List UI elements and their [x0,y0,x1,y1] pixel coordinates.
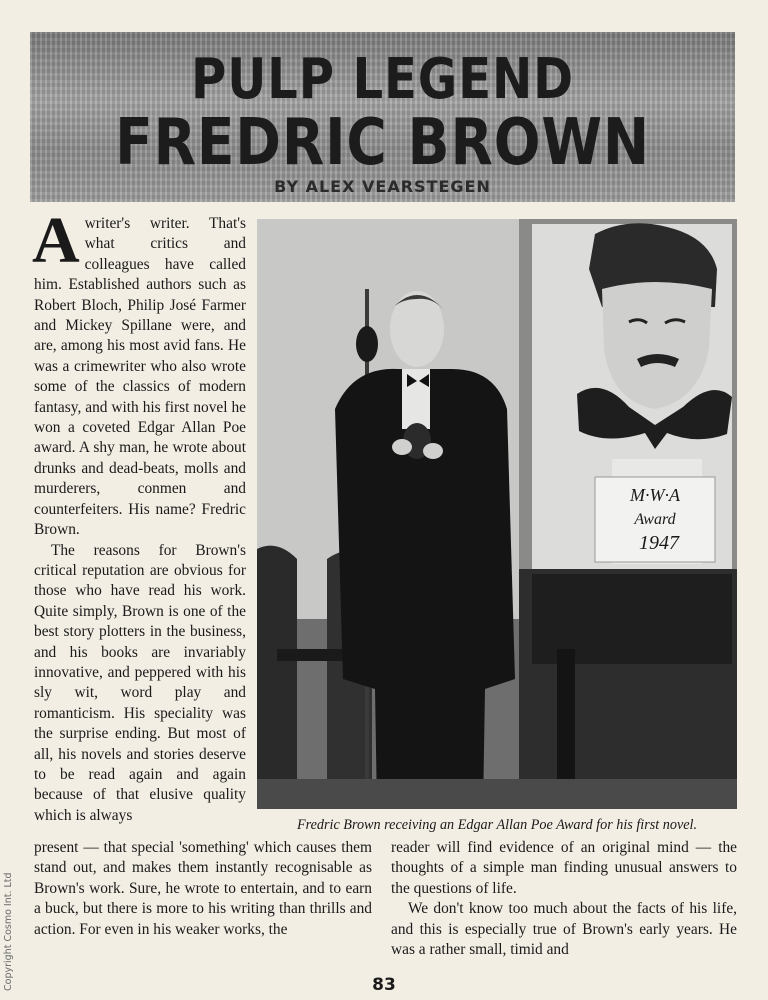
article-paragraph-3: We don't know too much about the facts of his life, and this is especially true of Brown's early years. He was a rather small, timid and [391,900,737,959]
article-paragraph-1 [32,204,246,541]
award-card-line-1: M·W·A [630,485,680,505]
photo-illustration [257,219,737,809]
author-byline: BY ALEX VEARSTEGEN [274,177,491,196]
award-card-line-3: 1947 [639,532,679,554]
page-number: 83 [372,975,396,995]
award-photograph [257,219,737,809]
photo-caption: Fredric Brown receiving an Edgar Allan Poe Award for his first novel. [296,817,698,833]
paragraph-1-text: writer's writer. That's what critics and colleagues have called him. Established authors such as Robert Bloch, Philip José Farmer and Mickey Spillane were, and are, among his most avid fans. He was a crimewriter who also wrote some of the classics of modern fantasy, and with his first novel he won a coveted Edgar Allan Poe award. A shy man, he wrote about drunks and dead-beats, molls and murderers, conmen and counterfeiters. His name? Fredric Brown. [34,215,246,539]
article-column-bottom-right [391,838,737,960]
award-card-line-2: Award [634,511,676,528]
article-column-bottom-left [34,838,372,940]
article-paragraph-2: The reasons for Brown's critical reputation are obvious for those who have read his work. Quite simply, Brown is one of the best story plotters in the business, and his books are invariably innovative, and peppered with his sly wit, word play and romanticism. His speciality was the surprise ending. But most of all, his novels and stories deserve to be read again and again because of that elusive quality which is always [34,541,246,824]
paragraph-2-end: reader will find evidence of an original mind — the thoughts of a simple man finding unusual answers to the questions of life. [391,839,737,897]
article-column-left [32,204,246,826]
headline-line-1: PULP LEGEND [191,47,574,112]
paragraph-2-continued: present — that special 'something' which causes them stand out, and makes them instantly recognisable as Brown's work. Sure, he wrote to entertain, and to earn a buck, but there is more to his writing than thrills and action. For even in his weaker works, the [34,839,372,938]
copyright-notice: Copyright Cosmo Int. Ltd [3,872,14,991]
title-banner [30,32,735,202]
headline-line-2: FREDRIC BROWN [115,106,650,180]
drop-cap: A [32,204,80,277]
